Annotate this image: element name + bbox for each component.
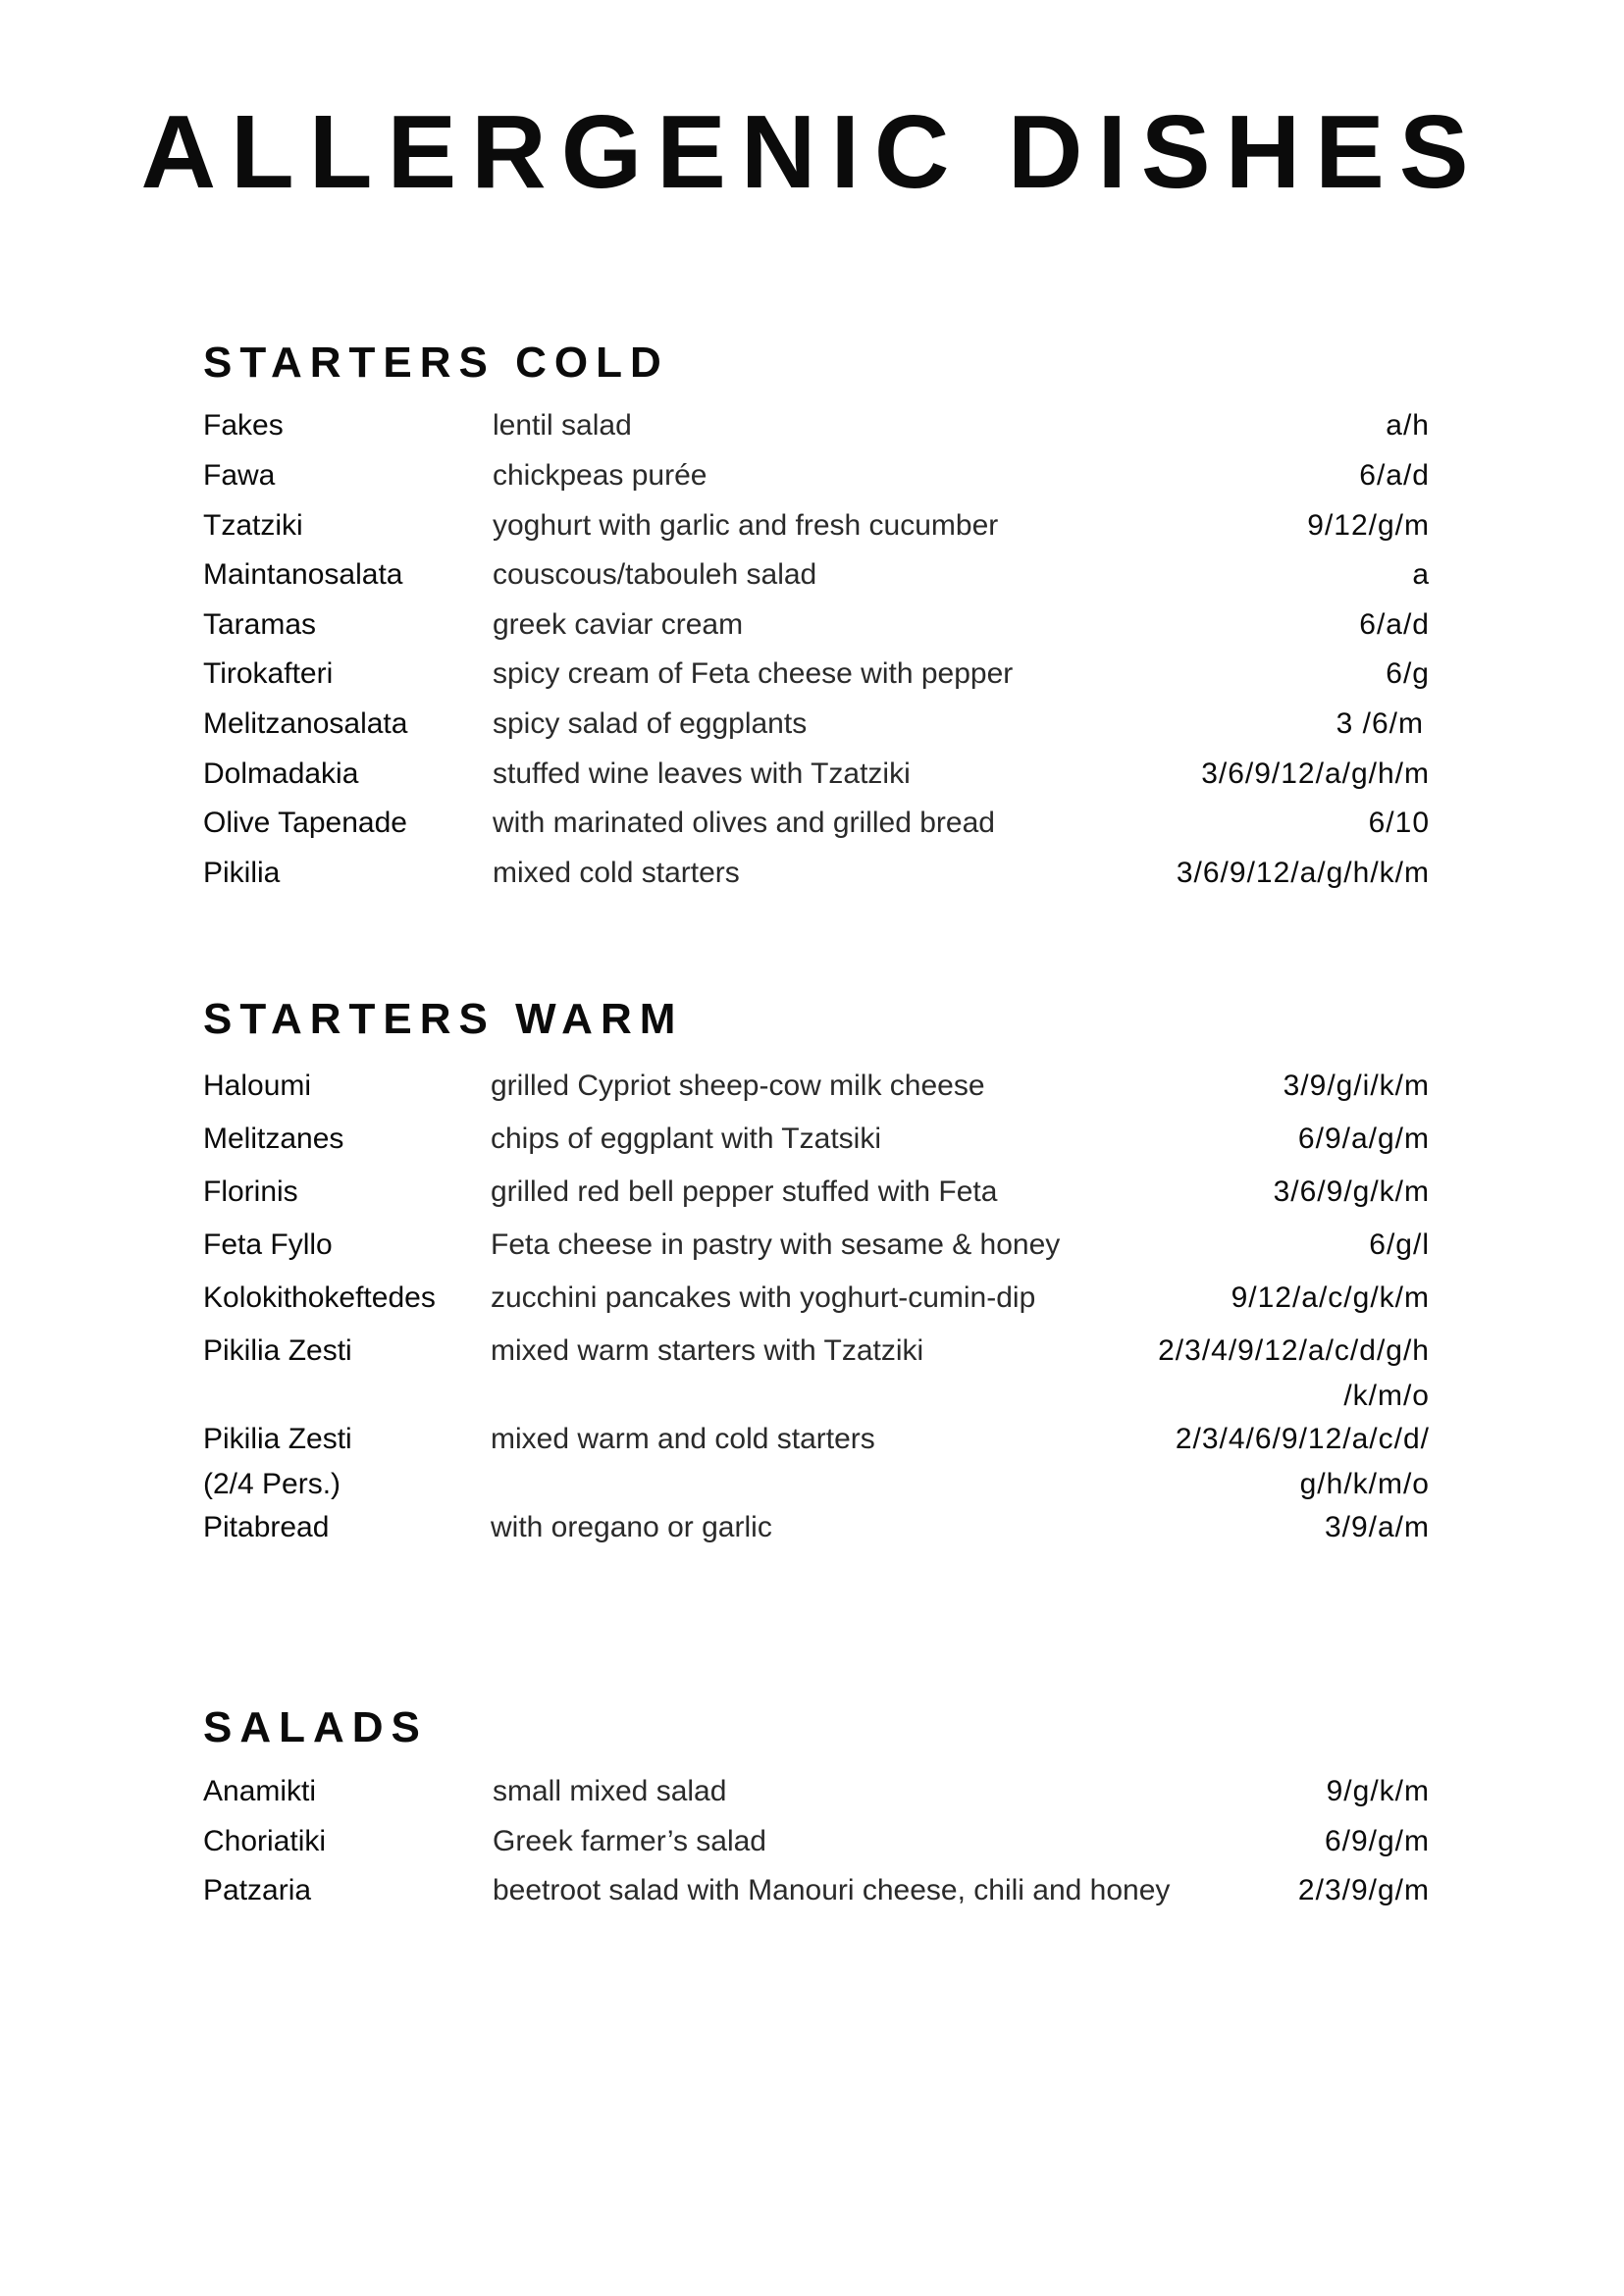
dish-name: Melitzanosalata xyxy=(203,707,408,740)
dish-portion-note: (2/4 Pers.) xyxy=(203,1468,341,1500)
dish-description: spicy salad of eggplants xyxy=(493,707,808,740)
allergen-codes: a xyxy=(1412,558,1430,591)
allergen-codes: 3/9/g/i/k/m xyxy=(1283,1070,1430,1102)
dish-name: Fakes xyxy=(203,409,284,442)
allergen-codes: 9/12/g/m xyxy=(1307,509,1430,542)
dish-description: couscous/tabouleh salad xyxy=(493,558,817,591)
dish-description: mixed warm starters with Tzatziki xyxy=(491,1334,924,1367)
allergen-codes: 2/3/9/g/m xyxy=(1297,1874,1430,1906)
menu-item xyxy=(203,654,1430,694)
dish-name: Florinis xyxy=(203,1175,298,1208)
dish-description: zucchini pancakes with yoghurt-cumin-dip xyxy=(491,1281,1036,1314)
menu-item xyxy=(203,456,1430,496)
dish-name: Pikilia xyxy=(203,857,281,889)
dish-description: stuffed wine leaves with Tzatziki xyxy=(493,757,911,790)
dish-name: Pikilia Zesti xyxy=(203,1334,352,1367)
section-title: STARTERS COLD xyxy=(203,339,669,387)
menu-item xyxy=(203,506,1430,546)
dish-description: with marinated olives and grilled bread xyxy=(493,807,995,839)
dish-description: Feta cheese in pastry with sesame & honey xyxy=(491,1228,1061,1261)
menu-item xyxy=(203,1508,1430,1547)
dish-description: greek caviar cream xyxy=(493,608,744,641)
dish-name: Haloumi xyxy=(203,1070,312,1102)
menu-item xyxy=(203,555,1430,595)
dish-name: Olive Tapenade xyxy=(203,807,407,839)
allergen-codes-continued: g/h/k/m/o xyxy=(1299,1468,1430,1500)
allergen-codes: 3/9/a/m xyxy=(1324,1511,1430,1543)
menu-item xyxy=(203,1173,1430,1212)
dish-description: yoghurt with garlic and fresh cucumber xyxy=(493,509,999,542)
dish-description: chickpeas purée xyxy=(493,459,707,492)
dish-name: Maintanosalata xyxy=(203,558,403,591)
dish-description: Greek farmer’s salad xyxy=(493,1825,766,1857)
menu-item xyxy=(203,1871,1430,1910)
dish-name: Feta Fyllo xyxy=(203,1228,333,1261)
dish-name: Melitzanes xyxy=(203,1122,344,1155)
allergen-codes: 6/9/a/g/m xyxy=(1297,1122,1430,1155)
allergen-codes: 3/6/9/12/a/g/h/k/m xyxy=(1176,857,1430,889)
menu-item xyxy=(203,854,1430,893)
section-title: STARTERS WARM xyxy=(203,995,684,1043)
dish-name: Choriatiki xyxy=(203,1825,327,1857)
allergen-codes: 6/9/g/m xyxy=(1324,1825,1430,1857)
allergen-codes: 6/a/d xyxy=(1359,459,1430,492)
menu-item xyxy=(203,804,1430,843)
menu-item xyxy=(203,704,1430,744)
dish-name: Anamikti xyxy=(203,1775,317,1807)
dish-description: mixed cold starters xyxy=(493,857,740,889)
allergen-codes: 2/3/4/6/9/12/a/c/d/ xyxy=(1175,1423,1430,1455)
dish-name: Kolokithokeftedes xyxy=(203,1281,436,1314)
dish-name: Tirokafteri xyxy=(203,657,334,690)
allergen-codes: 3/6/9/g/k/m xyxy=(1273,1175,1430,1208)
allergen-codes: 6/a/d xyxy=(1359,608,1430,641)
dish-name: Taramas xyxy=(203,608,317,641)
allergen-codes: 6/g xyxy=(1386,657,1430,690)
dish-name: Pitabread xyxy=(203,1511,330,1543)
dish-description: spicy cream of Feta cheese with pepper xyxy=(493,657,1014,690)
dish-description: grilled Cypriot sheep-cow milk cheese xyxy=(491,1070,985,1102)
dish-description: small mixed salad xyxy=(493,1775,727,1807)
menu-item xyxy=(203,1772,1430,1811)
allergen-codes: 2/3/4/9/12/a/c/d/g/h xyxy=(1158,1334,1430,1367)
dish-name: Patzaria xyxy=(203,1874,312,1906)
section-title: SALADS xyxy=(203,1703,428,1751)
menu-item xyxy=(203,755,1430,794)
dish-description: lentil salad xyxy=(493,409,632,442)
allergen-codes: 6/10 xyxy=(1368,807,1430,839)
menu-item xyxy=(203,1120,1430,1159)
dish-name: Tzatziki xyxy=(203,509,303,542)
menu-item xyxy=(203,1420,1430,1500)
allergen-codes: 6/g/l xyxy=(1369,1228,1430,1261)
dish-name: Dolmadakia xyxy=(203,757,359,790)
menu-item xyxy=(203,1331,1430,1412)
menu-item xyxy=(203,1226,1430,1265)
allergen-codes: 9/12/a/c/g/k/m xyxy=(1231,1281,1430,1314)
allergen-codes: 3/6/9/12/a/g/h/m xyxy=(1201,757,1430,790)
menu-item xyxy=(203,1822,1430,1861)
allergen-codes: 9/g/k/m xyxy=(1326,1775,1430,1807)
menu-item xyxy=(203,1067,1430,1106)
dish-description: grilled red bell pepper stuffed with Feta xyxy=(491,1175,998,1208)
allergen-codes: 3 /6/m xyxy=(1336,707,1424,740)
dish-name: Pikilia Zesti xyxy=(203,1423,352,1455)
dish-description: mixed warm and cold starters xyxy=(491,1423,875,1455)
page-title: ALLERGENIC DISHES xyxy=(140,94,1484,210)
menu-item xyxy=(203,1278,1430,1318)
allergen-codes: a/h xyxy=(1386,409,1430,442)
allergen-codes-continued: /k/m/o xyxy=(1343,1380,1430,1412)
menu-item xyxy=(203,406,1430,445)
menu-item xyxy=(203,605,1430,645)
dish-name: Fawa xyxy=(203,459,276,492)
dish-description: chips of eggplant with Tzatsiki xyxy=(491,1122,881,1155)
dish-description: with oregano or garlic xyxy=(491,1511,772,1543)
dish-description: beetroot salad with Manouri cheese, chili and honey xyxy=(493,1874,1171,1906)
